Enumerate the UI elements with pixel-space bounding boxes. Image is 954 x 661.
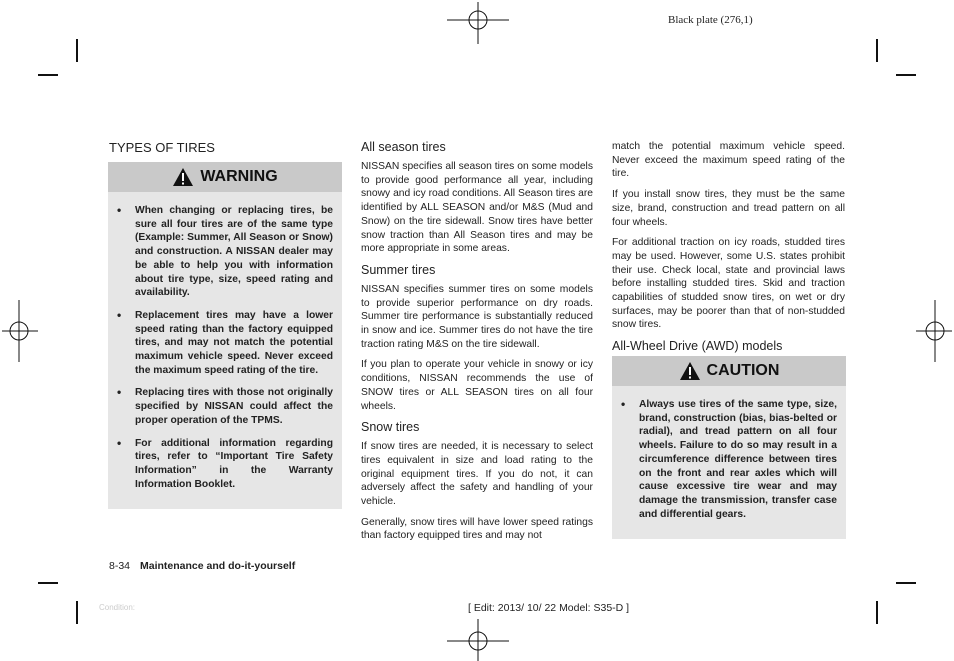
page-footer: [109, 560, 295, 572]
page-number: 8-34: [109, 560, 131, 572]
warning-icon: [679, 361, 701, 381]
body-text: For additional traction on icy roads, studded tires may be used. However, some U.S. states prohibit their use. Check local, state and provincial laws before installing studded tires. Skid and traction capabilities of studded snow tires, on wet or dry surfaces, may be poorer than that of non-studded snow tires.: [612, 237, 845, 331]
crop-mark: [76, 39, 78, 62]
crop-mark: [896, 582, 916, 584]
edit-info: [ Edit: 2013/ 10/ 22 Model: S35-D ]: [468, 602, 630, 614]
crop-mark: [38, 582, 58, 584]
caution-box: [612, 356, 846, 539]
warning-label: WARNING: [200, 168, 278, 185]
condition-label: Condition:: [99, 603, 136, 612]
crop-mark: [38, 74, 58, 76]
summer-heading: Summer tires: [361, 262, 436, 277]
warning-item: • When changing or replacing tires, be sure all four tires are of the same type (Example: Summer, All Season or Snow) and construction. A NISSAN dealer may be able to help you with information about tire type, size, speed rating and availability.: [117, 204, 333, 300]
registration-mark: [447, 619, 509, 661]
caution-label: CAUTION: [706, 362, 780, 379]
all-season-text: NISSAN specifies all season tires on some models to provide good performance all year, including snowy and icy road conditions. All Season tires are identified by ALL SEASON and/or M&S (Mud and Snow) on the tire sidewall. Snow tires have better snow traction than All Season tires and may be more appropriate in some areas.: [361, 161, 593, 255]
warning-item: • For additional information regarding tires, refer to “Important Tire Safety Information” in the Warranty Information Booklet.: [117, 437, 333, 492]
all-season-heading: All season tires: [361, 140, 446, 154]
warning-list: [108, 192, 342, 491]
warning-icon: [172, 167, 194, 187]
crop-mark: [876, 601, 878, 624]
warning-header: [108, 162, 342, 192]
middle-column: [361, 140, 593, 550]
warning-item: • Replacing tires with those not originally specified by NISSAN could affect the proper operation of the TPMS.: [117, 386, 333, 427]
summer-text: If you plan to operate your vehicle in snowy or icy conditions, NISSAN recommends the use of SNOW tires or ALL SEASON tires on all four wheels.: [361, 359, 593, 412]
crop-mark: [876, 39, 878, 62]
crop-mark: [896, 74, 916, 76]
section-title: TYPES OF TIRES: [109, 140, 215, 155]
caution-list: [612, 386, 846, 521]
caution-item: • Always use tires of the same type, size, brand, construction (bias, bias-belted or radial), and tread pattern on all four wheels. Failure to do so may result in a circumference difference between tires on the front and rear axles which will cause excessive tire wear and may damage the transmission, transfer case and differential gears.: [621, 398, 837, 521]
plate-label: Black plate (276,1): [668, 14, 753, 26]
chapter-title: Maintenance and do-it-yourself: [140, 560, 296, 572]
registration-mark: [916, 300, 952, 362]
summer-text: NISSAN specifies summer tires on some models to provide superior performance on dry roads. Summer tire performance is substantially reduced in snow and ice. Summer tires do not have the tire traction rating M&S on the tire sidewall.: [361, 283, 593, 350]
warning-box: [108, 162, 342, 509]
snow-text: Generally, snow tires will have lower speed ratings than factory equipped tires and may not: [361, 516, 593, 542]
body-text: If you install snow tires, they must be the same size, brand, construction and tread pattern on all four wheels.: [612, 189, 845, 228]
crop-mark: [76, 601, 78, 624]
body-text: match the potential maximum vehicle speed. Never exceed the maximum speed rating of the tire.: [612, 141, 845, 180]
registration-mark: [2, 300, 38, 362]
snow-heading: Snow tires: [361, 420, 420, 435]
snow-text: If snow tires are needed, it is necessary to select tires equivalent in size and load rating to the original equipment tires. If you do not, it can adversely affect the safety and handling of your vehicle.: [361, 441, 593, 508]
awd-heading: All-Wheel Drive (AWD) models: [612, 339, 783, 354]
right-column: [612, 140, 845, 359]
warning-item: • Replacement tires may have a lower speed rating than the factory equipped tires, and may not match the potential maximum vehicle speed. Never exceed the maximum speed rating of the tire.: [117, 309, 333, 378]
caution-header: [612, 356, 846, 386]
registration-mark: [447, 2, 509, 44]
